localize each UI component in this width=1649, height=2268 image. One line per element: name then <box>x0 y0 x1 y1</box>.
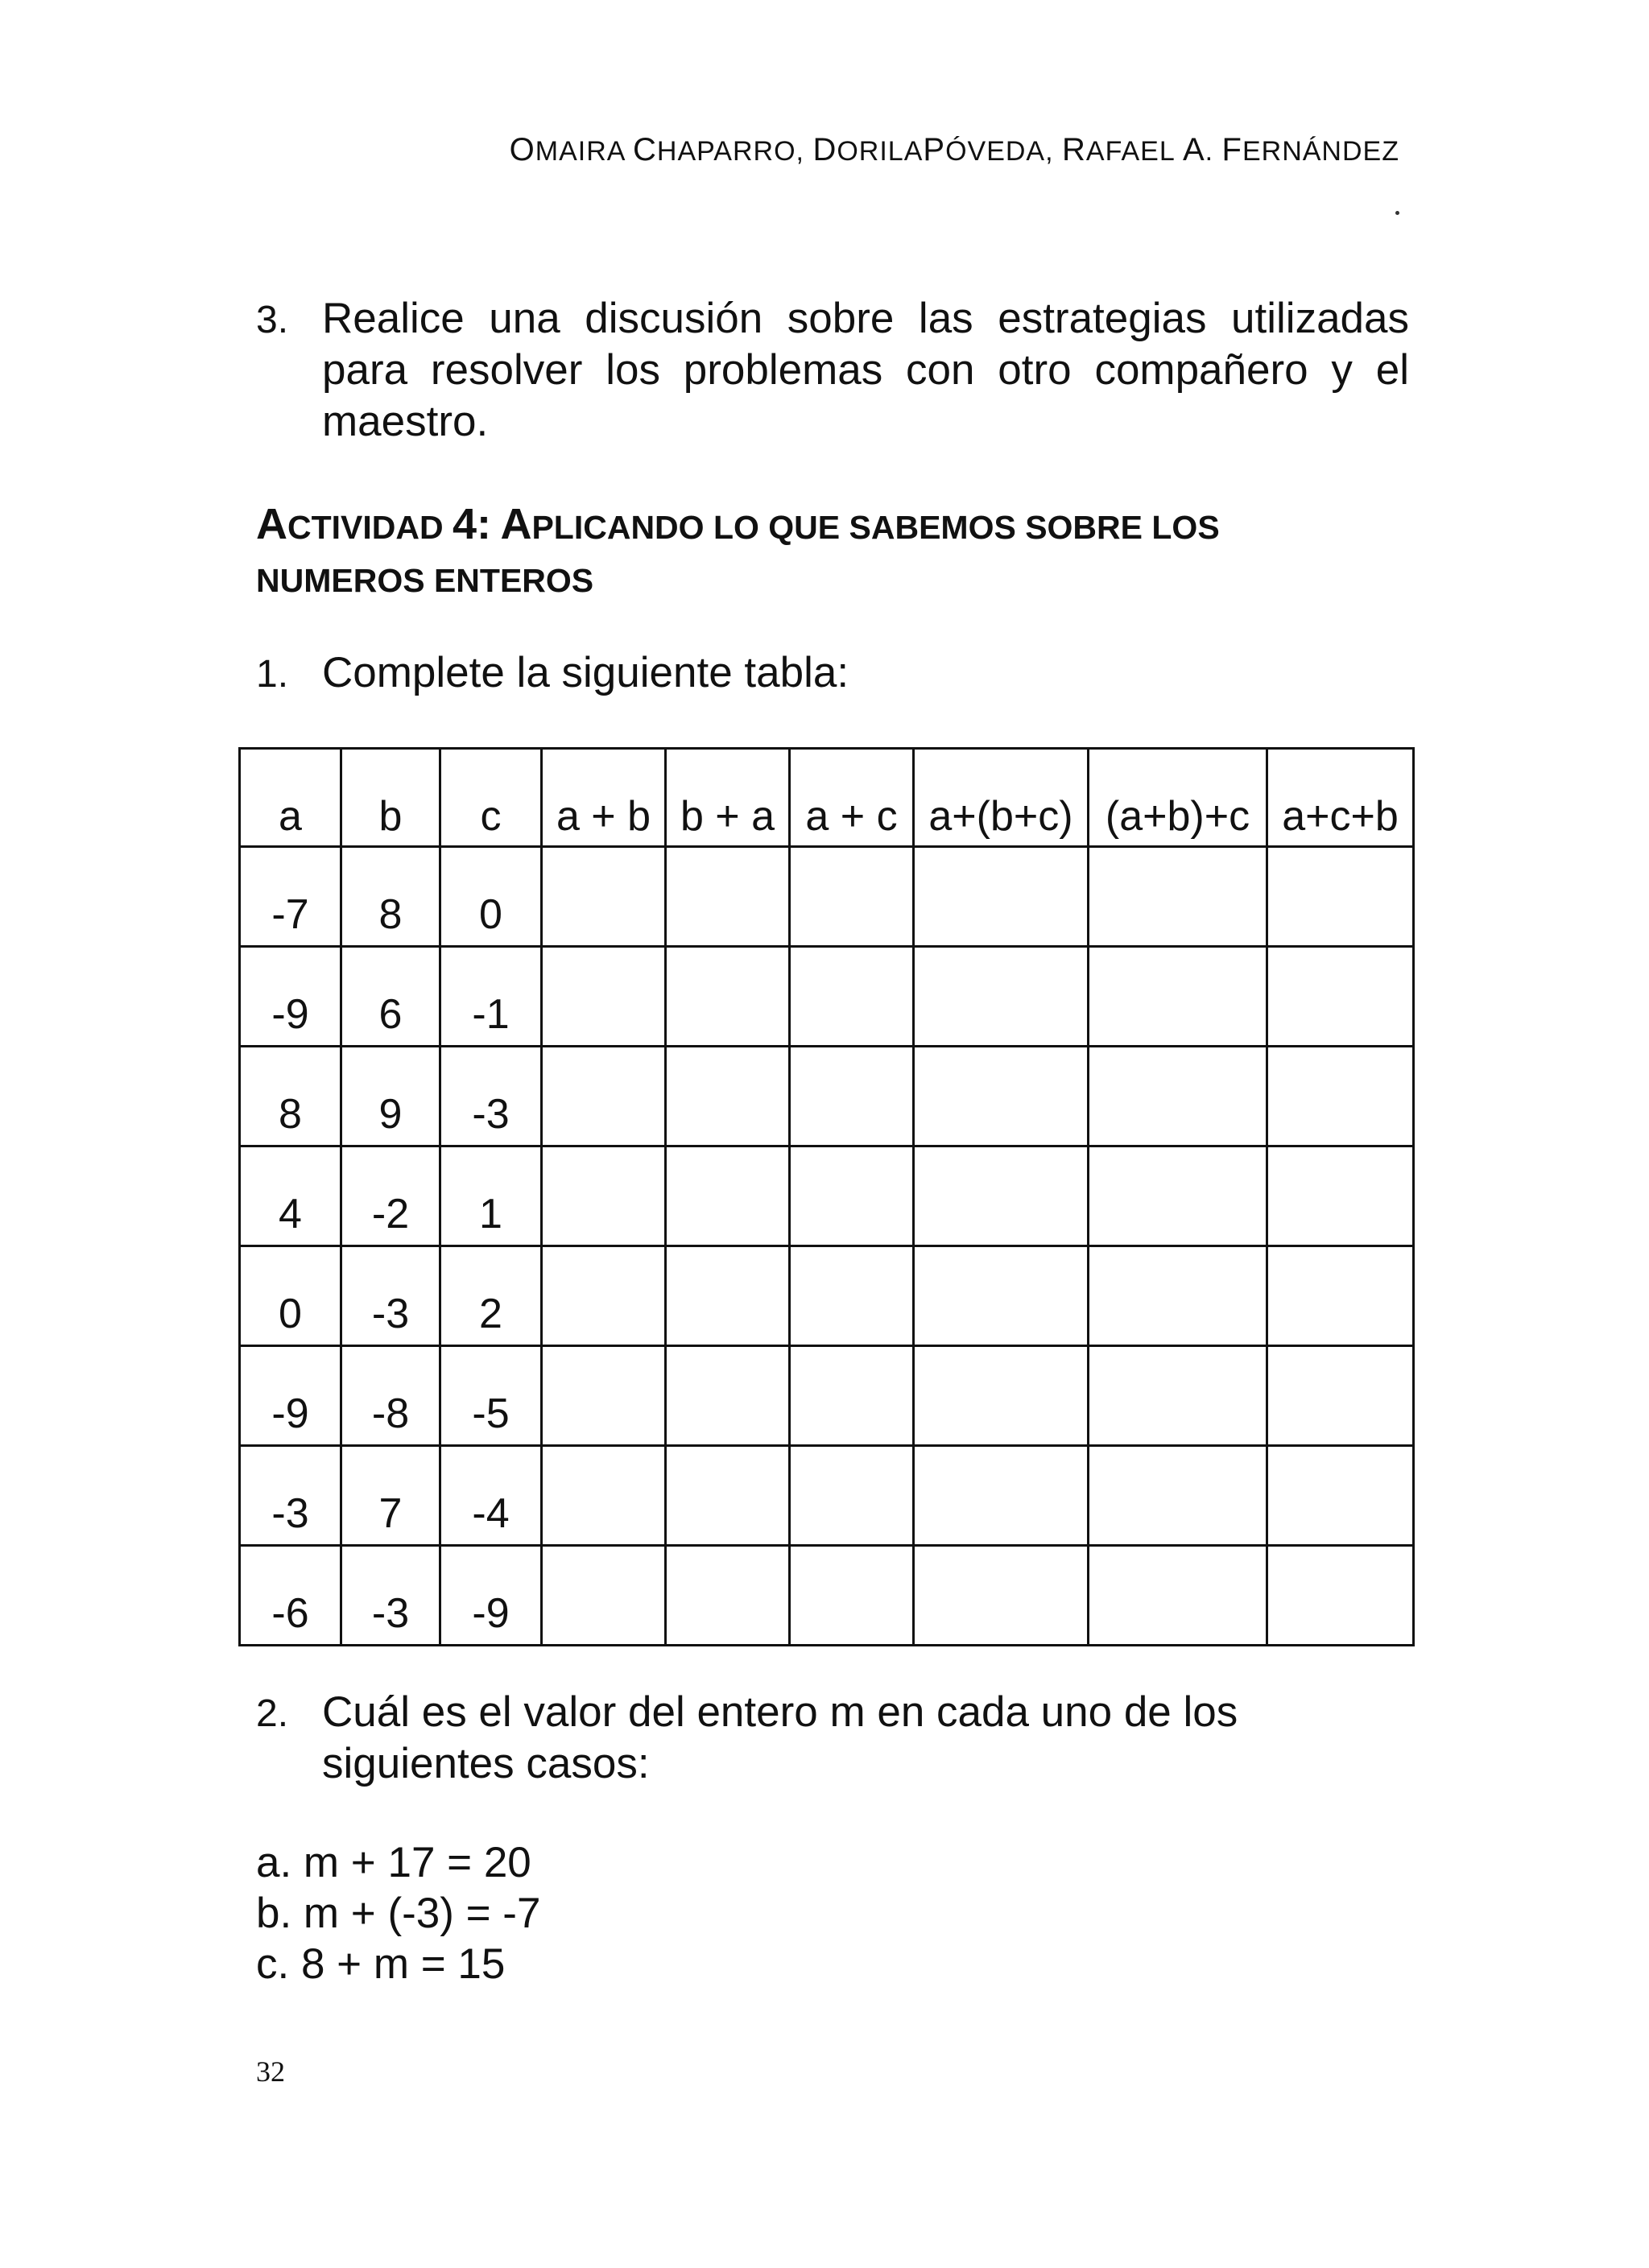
answer-cell[interactable] <box>914 1246 1089 1346</box>
value-cell: 9 <box>341 1047 440 1146</box>
answer-cell[interactable] <box>1089 1446 1267 1546</box>
case-item: a. m + 17 = 20 <box>256 1839 531 1886</box>
value-cell: 8 <box>240 1047 341 1146</box>
author-segment: DORILA <box>812 132 924 167</box>
answer-cell[interactable] <box>542 1047 666 1146</box>
answer-cell[interactable] <box>1267 1146 1414 1246</box>
answer-cell[interactable] <box>1089 1146 1267 1246</box>
header-cell: a + c <box>790 749 914 847</box>
answer-cell[interactable] <box>542 1346 666 1446</box>
answer-cell[interactable] <box>666 847 790 947</box>
table-row <box>240 847 1414 947</box>
answer-cell[interactable] <box>790 847 914 947</box>
answer-cell[interactable] <box>790 1546 914 1646</box>
header-cell: a+(b+c) <box>914 749 1089 847</box>
answer-cell[interactable] <box>790 1047 914 1146</box>
running-header-authors <box>510 132 1399 168</box>
answer-cell[interactable] <box>790 947 914 1047</box>
case-item: c. 8 + m = 15 <box>256 1940 506 1988</box>
item-2-number: 2. <box>256 1692 289 1735</box>
value-cell: 1 <box>440 1146 542 1246</box>
answer-cell[interactable] <box>790 1146 914 1246</box>
value-cell: 0 <box>440 847 542 947</box>
heading-segment: APLICANDO LO QUE SABEMOS SOBRE LOS <box>500 500 1220 548</box>
value-cell: -3 <box>240 1446 341 1546</box>
header-cell: (a+b)+c <box>1089 749 1267 847</box>
answer-cell[interactable] <box>542 1146 666 1246</box>
answer-cell[interactable] <box>1089 1047 1267 1146</box>
answer-cell[interactable] <box>1267 847 1414 947</box>
value-cell: 0 <box>240 1246 341 1346</box>
header-cell: c <box>440 749 542 847</box>
table-header-row <box>240 749 1414 847</box>
header-cell: b + a <box>666 749 790 847</box>
item-1-number: 1. <box>256 653 289 696</box>
answer-cell[interactable] <box>914 1446 1089 1546</box>
answer-cell[interactable] <box>1267 1346 1414 1446</box>
heading-segment: 4: <box>453 500 492 548</box>
table-row <box>240 1246 1414 1346</box>
answer-cell[interactable] <box>542 1446 666 1546</box>
answer-cell[interactable] <box>914 1346 1089 1446</box>
table-row <box>240 947 1414 1047</box>
answer-cell[interactable] <box>1267 1546 1414 1646</box>
item-2-text: Cuál es el valor del entero m en cada uno de los siguientes casos: <box>322 1688 1238 1787</box>
table-row <box>240 1446 1414 1546</box>
item-1-text: Complete la siguiente tabla: <box>322 649 849 696</box>
value-cell: -6 <box>240 1546 341 1646</box>
table-row <box>240 1346 1414 1446</box>
table-row <box>240 1047 1414 1146</box>
integers-table <box>238 747 1415 1646</box>
value-cell: -2 <box>341 1146 440 1246</box>
value-cell: -7 <box>240 847 341 947</box>
value-cell: -9 <box>440 1546 542 1646</box>
author-segment: FERNÁNDEZ <box>1221 132 1399 167</box>
value-cell: -1 <box>440 947 542 1047</box>
answer-cell[interactable] <box>914 847 1089 947</box>
header-dot <box>1395 211 1399 215</box>
table-row <box>240 1546 1414 1646</box>
answer-cell[interactable] <box>666 1446 790 1546</box>
item-3-number: 3. <box>256 299 289 341</box>
answer-cell[interactable] <box>914 1047 1089 1146</box>
answer-cell[interactable] <box>542 947 666 1047</box>
answer-cell[interactable] <box>1267 947 1414 1047</box>
integers-table-container <box>238 747 1415 1646</box>
answer-cell[interactable] <box>790 1446 914 1546</box>
author-segment: CHAPARRO, <box>633 132 804 167</box>
header-cell: a <box>240 749 341 847</box>
answer-cell[interactable] <box>1089 1346 1267 1446</box>
value-cell: -3 <box>341 1246 440 1346</box>
answer-cell[interactable] <box>1089 1546 1267 1646</box>
activity-heading <box>256 498 1424 607</box>
answer-cell[interactable] <box>914 1146 1089 1246</box>
answer-cell[interactable] <box>914 1546 1089 1646</box>
answer-cell[interactable] <box>914 947 1089 1047</box>
author-segment: RAFAEL <box>1062 132 1175 167</box>
value-cell: -9 <box>240 947 341 1047</box>
value-cell: -3 <box>440 1047 542 1146</box>
author-segment: PÓVEDA, <box>923 132 1054 167</box>
answer-cell[interactable] <box>666 1146 790 1246</box>
answer-cell[interactable] <box>1089 947 1267 1047</box>
author-segment: OMAIRA <box>509 132 625 167</box>
value-cell: -3 <box>341 1546 440 1646</box>
heading-segment: ACTIVIDAD <box>256 500 444 548</box>
answer-cell[interactable] <box>1089 847 1267 947</box>
answer-cell[interactable] <box>1267 1446 1414 1546</box>
answer-cell[interactable] <box>666 1246 790 1346</box>
answer-cell[interactable] <box>790 1346 914 1446</box>
value-cell: -8 <box>341 1346 440 1446</box>
value-cell: -4 <box>440 1446 542 1546</box>
value-cell: 2 <box>440 1246 542 1346</box>
heading-line-2: NUMEROS ENTEROS <box>256 562 594 599</box>
equation-cases <box>256 1837 540 1989</box>
answer-cell[interactable] <box>666 1546 790 1646</box>
page-number: 32 <box>256 2055 285 2088</box>
header-cell: a+c+b <box>1267 749 1414 847</box>
value-cell: 4 <box>240 1146 341 1246</box>
answer-cell[interactable] <box>1267 1047 1414 1146</box>
value-cell: -9 <box>240 1346 341 1446</box>
author-segment: A. <box>1182 132 1214 167</box>
answer-cell[interactable] <box>666 947 790 1047</box>
table-row <box>240 1146 1414 1246</box>
answer-cell[interactable] <box>542 1546 666 1646</box>
value-cell: -5 <box>440 1346 542 1446</box>
header-cell: b <box>341 749 440 847</box>
answer-cell[interactable] <box>1267 1246 1414 1346</box>
value-cell: 6 <box>341 947 440 1047</box>
answer-cell[interactable] <box>666 1346 790 1446</box>
answer-cell[interactable] <box>542 1246 666 1346</box>
answer-cell[interactable] <box>542 847 666 947</box>
item-3-text: Realice una discusión sobre las estrategias utilizadas para resolver los problemas con otro compañero y el maestro. <box>322 295 1409 445</box>
case-item: b. m + (-3) = -7 <box>256 1890 541 1937</box>
answer-cell[interactable] <box>790 1246 914 1346</box>
value-cell: 8 <box>341 847 440 947</box>
header-cell: a + b <box>542 749 666 847</box>
answer-cell[interactable] <box>666 1047 790 1146</box>
value-cell: 7 <box>341 1446 440 1546</box>
answer-cell[interactable] <box>1089 1246 1267 1346</box>
